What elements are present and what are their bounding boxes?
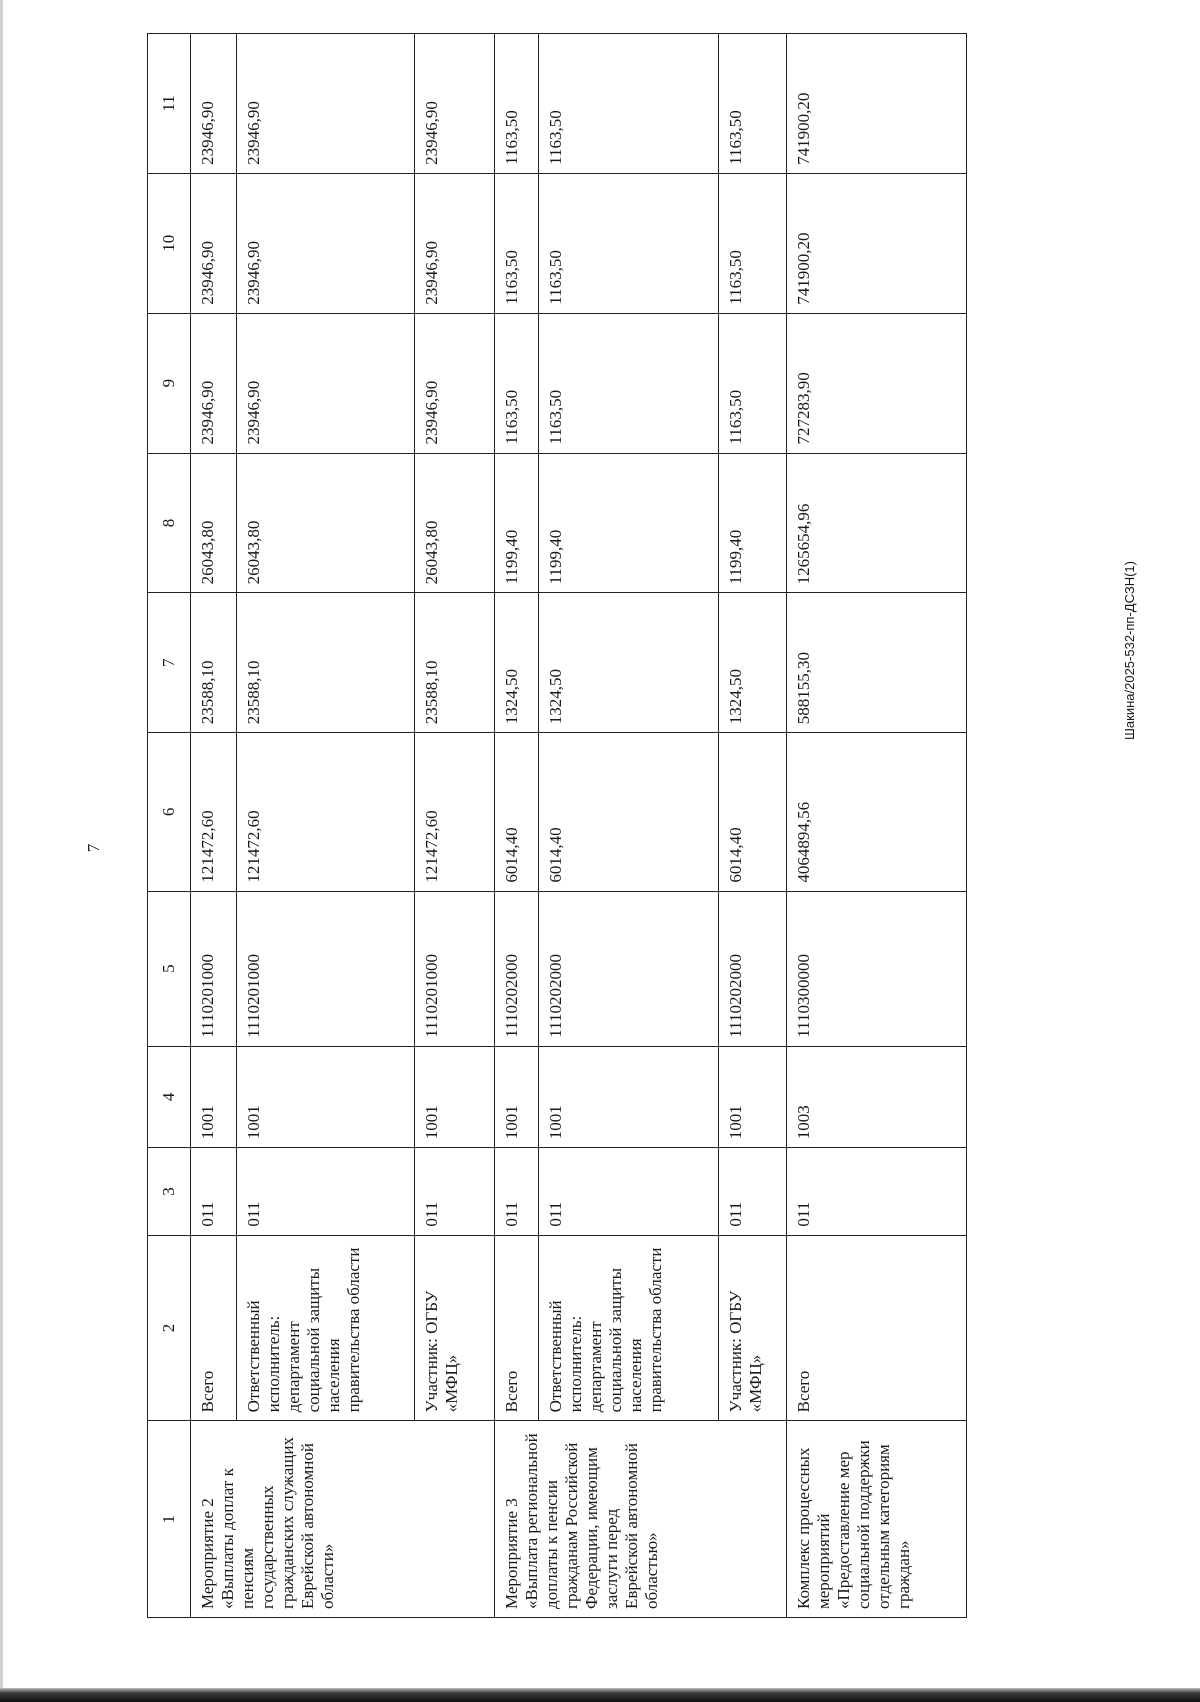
- total-cell: 6014,40: [495, 733, 539, 891]
- header-col-5: 5: [148, 891, 191, 1046]
- value-cell: 1163,50: [539, 313, 719, 453]
- code-cell: 011: [719, 1148, 787, 1235]
- code-cell: 011: [495, 1148, 539, 1235]
- value-cell: 1199,40: [539, 453, 719, 593]
- section-cell: 1001: [237, 1046, 415, 1148]
- value-cell: 23946,90: [237, 34, 415, 174]
- value-cell: 1324,50: [539, 593, 719, 733]
- header-col-10: 10: [148, 173, 191, 313]
- value-cell: 1163,50: [719, 34, 787, 174]
- table-row: [539, 34, 719, 1618]
- section-cell: 1003: [787, 1046, 967, 1148]
- document-code: [1122, 340, 1142, 740]
- value-cell: 23946,90: [415, 313, 495, 453]
- value-cell: 23946,90: [415, 34, 495, 174]
- section-cell: 1001: [415, 1046, 495, 1148]
- total-cell: 121472,60: [237, 733, 415, 891]
- header-col-1: 1: [148, 1421, 191, 1618]
- scan-left-edge: [0, 0, 3, 1702]
- table-row: [237, 34, 415, 1618]
- value-cell: 1265654,96: [787, 453, 967, 593]
- section-cell: 1001: [539, 1046, 719, 1148]
- value-cell: 1163,50: [539, 34, 719, 174]
- budget-table: [147, 33, 967, 1618]
- activity-name-cell: Комплекс процессных мероприятий «Предоставление мер социальной поддержки отдельным категориям граждан»: [787, 1421, 967, 1618]
- value-cell: 23588,10: [237, 593, 415, 733]
- total-cell: 6014,40: [719, 733, 787, 891]
- header-col-4: 4: [148, 1046, 191, 1148]
- table-row: [415, 34, 495, 1618]
- code-cell: 011: [539, 1148, 719, 1235]
- value-cell: 1324,50: [495, 593, 539, 733]
- value-cell: 741900,20: [787, 173, 967, 313]
- code-cell: 011: [787, 1148, 967, 1235]
- value-cell: 1163,50: [539, 173, 719, 313]
- document-code-text: Шакина/2025-532-пп-ДСЗН(1): [1122, 561, 1137, 740]
- value-cell: 23946,90: [237, 173, 415, 313]
- target-code-cell: 1110202000: [495, 891, 539, 1046]
- total-cell: 121472,60: [191, 733, 237, 891]
- code-cell: 011: [237, 1148, 415, 1235]
- code-cell: 011: [191, 1148, 237, 1235]
- value-cell: 1163,50: [495, 34, 539, 174]
- total-cell: 6014,40: [539, 733, 719, 891]
- role-cell: Участник: ОГБУ «МФЦ»: [719, 1235, 787, 1421]
- value-cell: 23588,10: [415, 593, 495, 733]
- value-cell: 23946,90: [415, 173, 495, 313]
- table-row: [719, 34, 787, 1618]
- value-cell: 1199,40: [495, 453, 539, 593]
- target-code-cell: 1110202000: [719, 891, 787, 1046]
- value-cell: 23946,90: [237, 313, 415, 453]
- target-code-cell: 1110201000: [191, 891, 237, 1046]
- budget-table-wrapper: [147, 33, 1005, 1618]
- value-cell: 23946,90: [191, 34, 237, 174]
- total-cell: 4064894,56: [787, 733, 967, 891]
- activity-name-cell: Мероприятие 2 «Выплаты доплат к пенсиям государственных гражданских служащих Еврейской автономной области»: [191, 1421, 495, 1618]
- role-cell: Всего: [787, 1235, 967, 1421]
- value-cell: 26043,80: [237, 453, 415, 593]
- value-cell: 23588,10: [191, 593, 237, 733]
- value-cell: 1163,50: [719, 313, 787, 453]
- table-row: [495, 34, 539, 1618]
- header-col-3: 3: [148, 1148, 191, 1235]
- target-code-cell: 1110201000: [415, 891, 495, 1046]
- section-cell: 1001: [191, 1046, 237, 1148]
- header-col-6: 6: [148, 733, 191, 891]
- header-col-11: 11: [148, 34, 191, 174]
- table-header-row: [148, 34, 191, 1618]
- section-cell: 1001: [495, 1046, 539, 1148]
- role-cell: Ответственный исполнитель: департамент социальной защиты населения правительства области: [539, 1235, 719, 1421]
- value-cell: 23946,90: [191, 313, 237, 453]
- role-cell: Ответственный исполнитель: департамент социальной защиты населения правительства области: [237, 1235, 415, 1421]
- header-col-2: 2: [148, 1235, 191, 1421]
- table-row: [787, 34, 967, 1618]
- value-cell: 1324,50: [719, 593, 787, 733]
- role-cell: Участник: ОГБУ «МФЦ»: [415, 1235, 495, 1421]
- section-cell: 1001: [719, 1046, 787, 1148]
- scan-bottom-bar: [0, 1688, 1200, 1702]
- role-cell: Всего: [495, 1235, 539, 1421]
- target-code-cell: 1110202000: [539, 891, 719, 1046]
- target-code-cell: 1110300000: [787, 891, 967, 1046]
- header-col-8: 8: [148, 453, 191, 593]
- table-row: [191, 34, 237, 1618]
- value-cell: 1163,50: [495, 173, 539, 313]
- role-cell: Всего: [191, 1235, 237, 1421]
- value-cell: 1163,50: [495, 313, 539, 453]
- code-cell: 011: [415, 1148, 495, 1235]
- value-cell: 727283,90: [787, 313, 967, 453]
- header-col-7: 7: [148, 593, 191, 733]
- value-cell: 23946,90: [191, 173, 237, 313]
- value-cell: 1199,40: [719, 453, 787, 593]
- header-col-9: 9: [148, 313, 191, 453]
- value-cell: 26043,80: [415, 453, 495, 593]
- activity-name-cell: Мероприятие 3 «Выплата региональной доплаты к пенсии гражданам Российской Федерации, имеющим заслуги перед Еврейской автономной областью»: [495, 1421, 787, 1618]
- value-cell: 588155,30: [787, 593, 967, 733]
- value-cell: 1163,50: [719, 173, 787, 313]
- target-code-cell: 1110201000: [237, 891, 415, 1046]
- value-cell: 26043,80: [191, 453, 237, 593]
- value-cell: 741900,20: [787, 34, 967, 174]
- page-number: 7: [84, 843, 103, 853]
- total-cell: 121472,60: [415, 733, 495, 891]
